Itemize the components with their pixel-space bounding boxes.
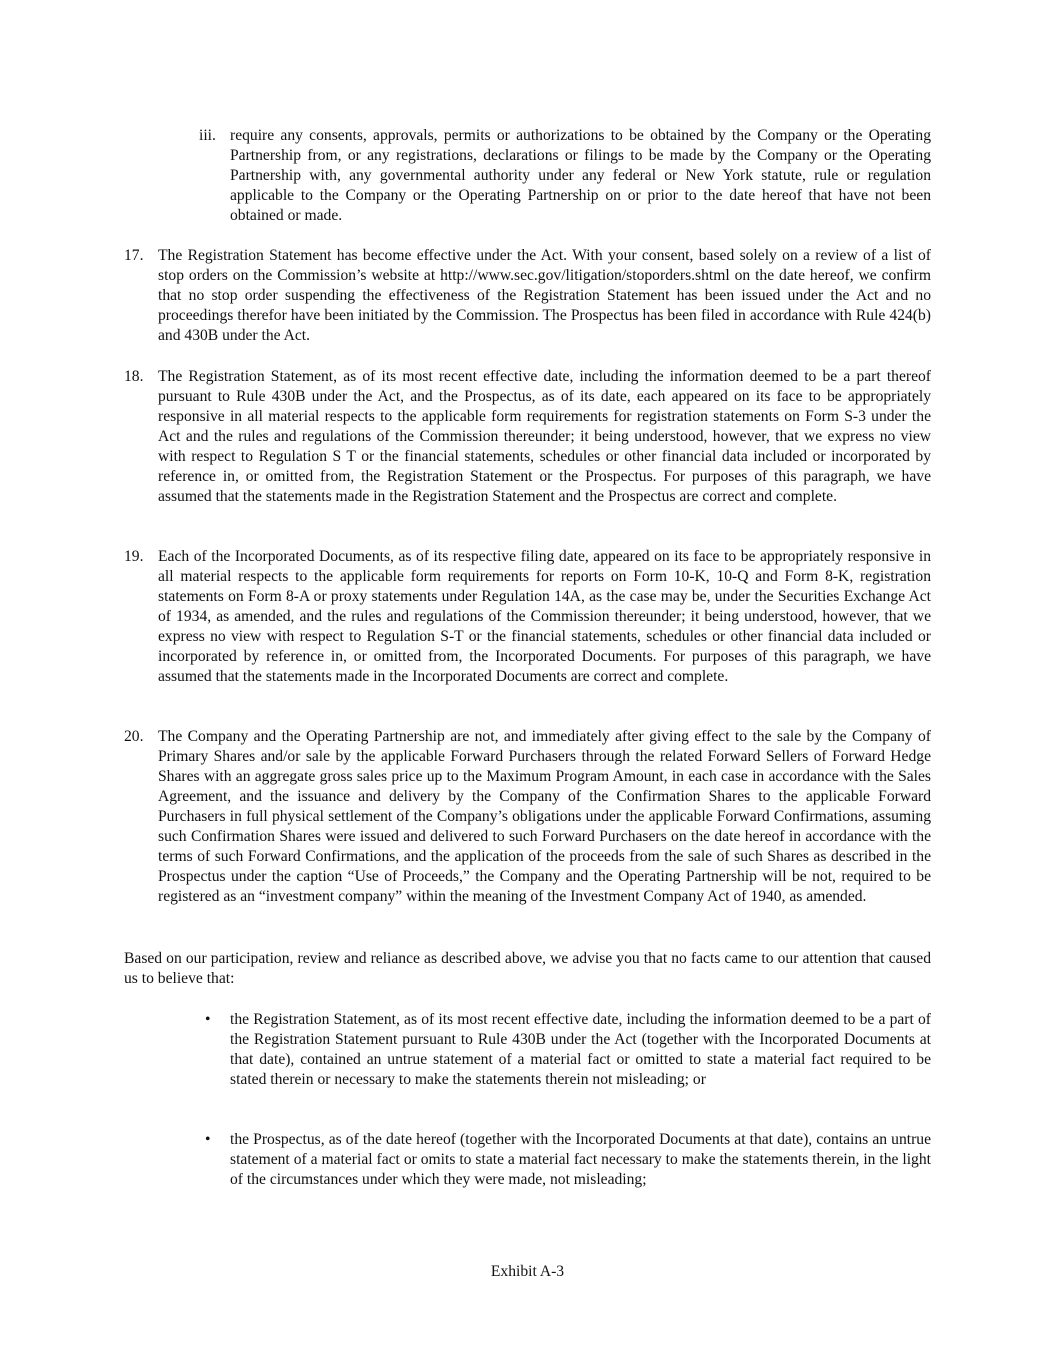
item-17-marker: 17. [124, 247, 144, 264]
bullet-2-text: the Prospectus, as of the date hereof (together with the Incorporated Documents at that date), contains an untrue statement of a material fact or omits to state a material fact necessary to make the statements therein, in the light of the circumstances under which they were made, not misleading; [230, 1131, 931, 1188]
item-18-text: The Registration Statement, as of its most recent effective date, including the information deemed to be a part thereof pursuant to Rule 430B under the Act, and the Prospectus, as of its date, each appeared on its face to be appropriately responsive in all material respects to the applicable form requirements for registration statements on Form S-3 under the Act and the rules and regulations of the Commission thereunder; it being understood, however, that we express no view with respect to Regulation S T or the financial statements, schedules or other financial data included or incorporated by reference in, or omitted from, the Registration Statement or the Prospectus. For purposes of this paragraph, we have assumed that the statements made in the Registration Statement and the Prospectus are correct and complete. [158, 368, 931, 505]
bullet-2-marker: • [205, 1131, 211, 1148]
item-19-text: Each of the Incorporated Documents, as of its respective filing date, appeared on its face to be appropriately responsive in all material respects to the applicable form requirements for reports on Form 10-K, 10-Q and Form 8-K, registration statements on Form 8-A or proxy statements under Regulation 14A, as the case may be, under the Securities Exchange Act of 1934, as amended, and the rules and regulations of the Commission thereunder; it being understood, however, that we express no view with respect to Regulation S-T or the financial statements, schedules or other financial data included or incorporated by reference in, or omitted from, the Incorporated Documents. For purposes of this paragraph, we have assumed that the statements made in the Incorporated Documents are correct and complete. [158, 548, 931, 685]
bullet-1-text: the Registration Statement, as of its most recent effective date, including the information deemed to be a part of the Registration Statement pursuant to Rule 430B under the Act (together with the Incorporated Documents at that date), contained an untrue statement of a material fact or omitted to state a material fact required to be stated therein or necessary to make the statements therein not misleading; or [230, 1011, 931, 1088]
item-17-text: The Registration Statement has become effective under the Act. With your consent, based solely on a review of a list of stop orders on the Commission’s website at http://www.sec.gov/litigation/stoporders.shtml on the date hereof, we confirm that no stop order suspending the effectiveness of the Registration Statement has been issued under the Act and no proceedings therefor have been initiated by the Commission. The Prospectus has been filed in accordance with Rule 424(b) and 430B under the Act. [158, 247, 931, 344]
item-20-text: The Company and the Operating Partnership are not, and immediately after giving effect to the sale by the Company of Primary Shares and/or sale by the applicable Forward Purchasers through the related Forward Sellers of Forward Hedge Shares with an aggregate gross sales price up to the Maximum Program Amount, in each case in accordance with the Sales Agreement, and the issuance and delivery by the Company of the Confirmation Shares to the applicable Forward Purchasers in full physical settlement of the Company’s obligations under the applicable Forward Confirmations, assuming such Confirmation Shares were issued and delivered to such Forward Purchasers on the date hereof in accordance with the terms of such Forward Confirmations, and the application of the proceeds from the sale of such Shares as described in the Prospectus under the caption “Use of Proceeds,” the Company and the Operating Partnership will be not, required to be registered as an “investment company” within the meaning of the Investment Company Act of 1940, as amended. [158, 728, 931, 905]
item-iii-marker: iii. [199, 127, 216, 144]
page-footer: Exhibit A-3 [490, 1263, 565, 1280]
item-19-marker: 19. [124, 548, 144, 565]
bullet-1-marker: • [205, 1011, 211, 1028]
conclusion-intro: Based on our participation, review and reliance as described above, we advise you that no facts came to our attention that caused us to believe that: [124, 950, 931, 987]
item-iii-text: require any consents, approvals, permits or authorizations to be obtained by the Company or the Operating Partnership from, or any registrations, declarations or filings to be made by the Company or the Operating Partnership with, any governmental authority under any federal or New York statute, rule or regulation applicable to the Company or the Operating Partnership on or prior to the date hereof that have not been obtained or made. [230, 127, 931, 224]
item-20-marker: 20. [124, 728, 144, 745]
item-18-marker: 18. [124, 368, 144, 385]
